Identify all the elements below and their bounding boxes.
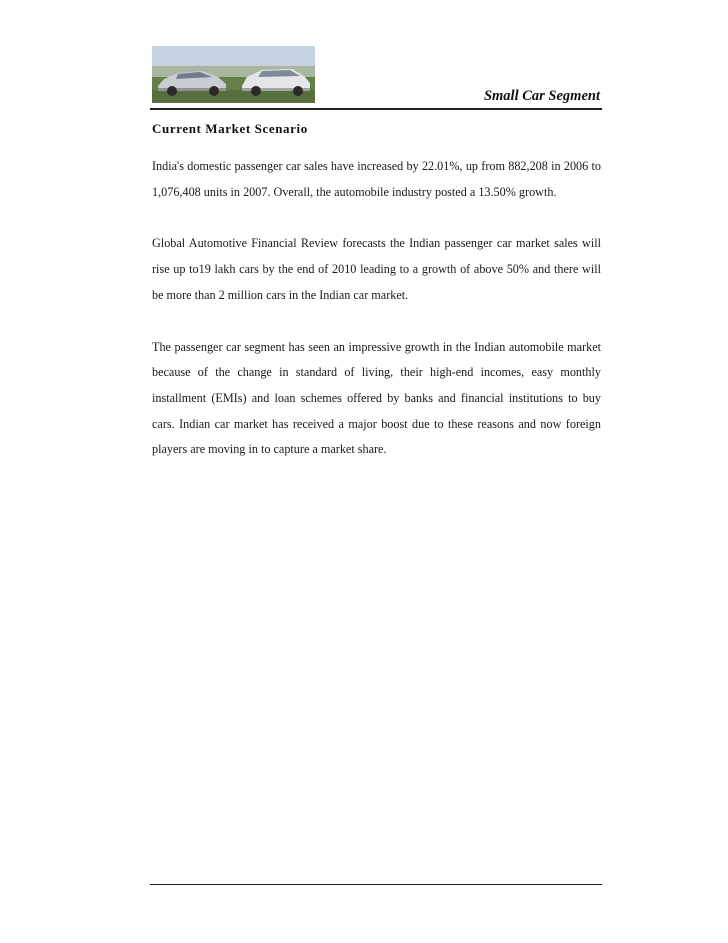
cars-photo-icon [152, 46, 315, 103]
header-divider [150, 108, 602, 110]
footer-divider [150, 884, 602, 885]
paragraph-forecast: Global Automotive Financial Review forecasts the Indian passenger car market sales will rise up to19 lakh cars by the end of 2010 leading to a growth of above 50% and there will be more than 2 million cars in the Indian car market. [152, 236, 601, 302]
body-text [152, 154, 601, 489]
header-title: Small Car Segment [483, 88, 600, 104]
paragraph-growth-reasons: The passenger car segment has seen an impressive growth in the Indian automobile market because of the change in standard of living, their high-end incomes, easy monthly installment (EMIs) and loan schemes offered by banks and financial institutions to buy cars. Indian car market has received a major boost due to these reasons and now foreign players are moving in to capture a market share. [152, 339, 601, 457]
section-heading: Current Market Scenario [152, 121, 308, 136]
paragraph-car-sales: India's domestic passenger car sales have increased by 22.01%, up from 882,208 in 2006 to 1,076,408 units in 2007. Overall, the automobile industry posted a 13.50% growth. [152, 159, 601, 199]
